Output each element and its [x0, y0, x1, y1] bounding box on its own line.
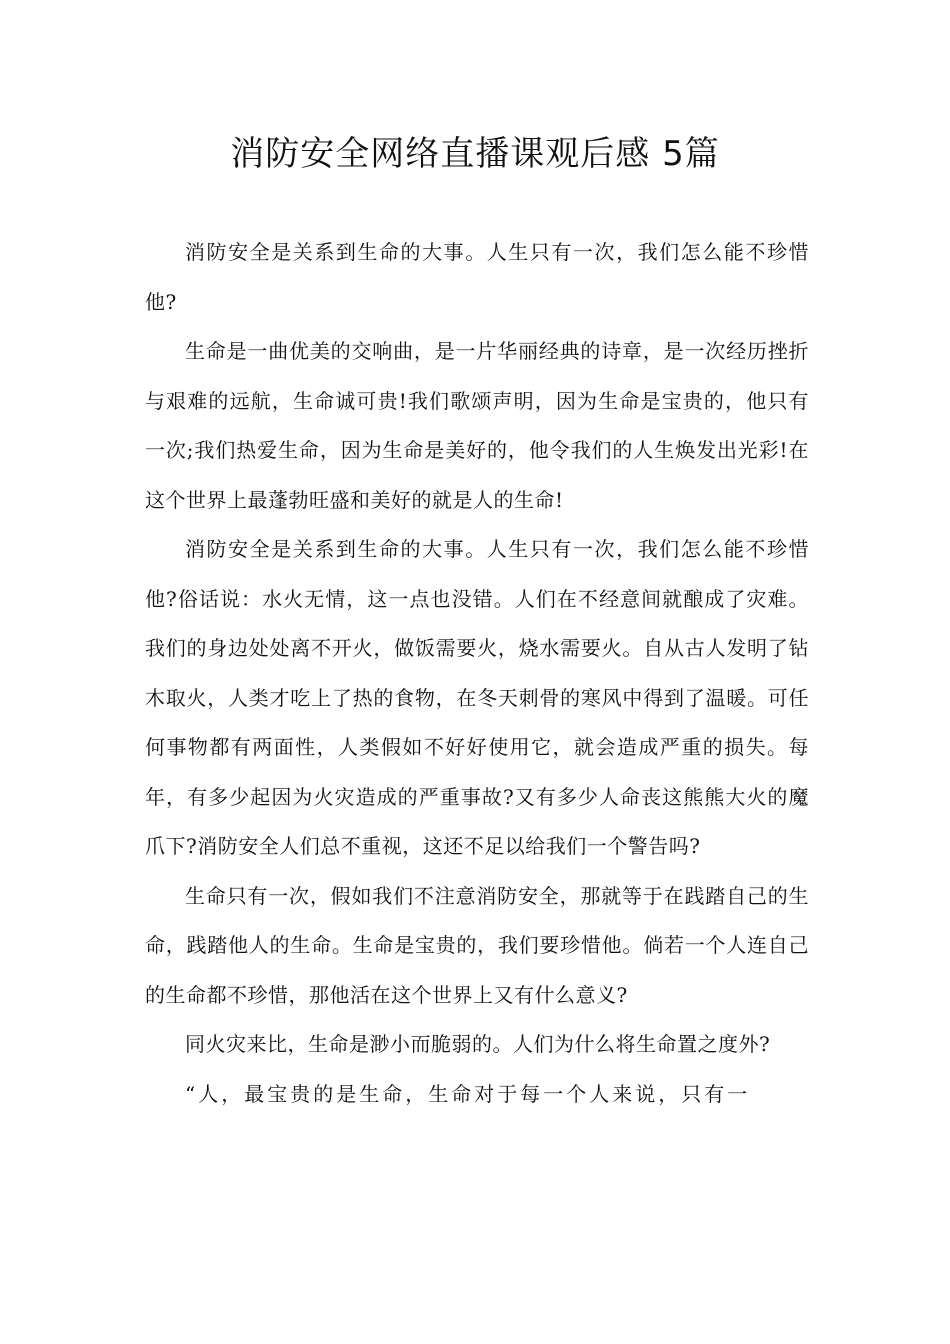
paragraph: 同火灾来比，生命是渺小而脆弱的。人们为什么将生命置之度外?	[185, 1032, 771, 1056]
document-body	[145, 228, 809, 1119]
paragraph: 生命只有一次，假如我们不注意消防安全，那就等于在践踏自己的生命，践踏他人的生命。生命是宝贵的，我们要珍惜他。倘若一个人连自己的生命都不珍惜，那他活在这个世界上又有什么意义?	[145, 883, 809, 1007]
paragraph: 消防安全是关系到生命的大事。人生只有一次，我们怎么能不珍惜他?俗话说：水火无情，这一点也没错。人们在不经意间就酿成了灾难。我们的身边处处离不开火，做饭需要火，烧水需要火。自从古人发明了钻木取火，人类才吃上了热的食物，在冬天刺骨的寒风中得到了温暖。可任何事物都有两面性，人类假如不好好使用它，就会造成严重的损失。每年，有多少起因为火灾造成的严重事故?又有多少人命丧这熊熊大火的魔爪下?消防安全人们总不重视，这还不足以给我们一个警告吗?	[145, 537, 809, 858]
paragraph: 生命是一曲优美的交响曲，是一片华丽经典的诗章，是一次经历挫折与艰难的远航，生命诚可贵!我们歌颂声明，因为生命是宝贵的，他只有一次;我们热爱生命，因为生命是美好的，他令我们的人生焕发出光彩!在这个世界上最蓬勃旺盛和美好的就是人的生命!	[145, 339, 809, 512]
paragraph: 消防安全是关系到生命的大事。人生只有一次，我们怎么能不珍惜他?	[145, 240, 809, 314]
document-title: 消防安全网络直播课观后感 5篇	[230, 134, 720, 174]
paragraph-quote: “人，最宝贵的是生命，生命对于每一个人来说，只有一	[185, 1081, 751, 1106]
